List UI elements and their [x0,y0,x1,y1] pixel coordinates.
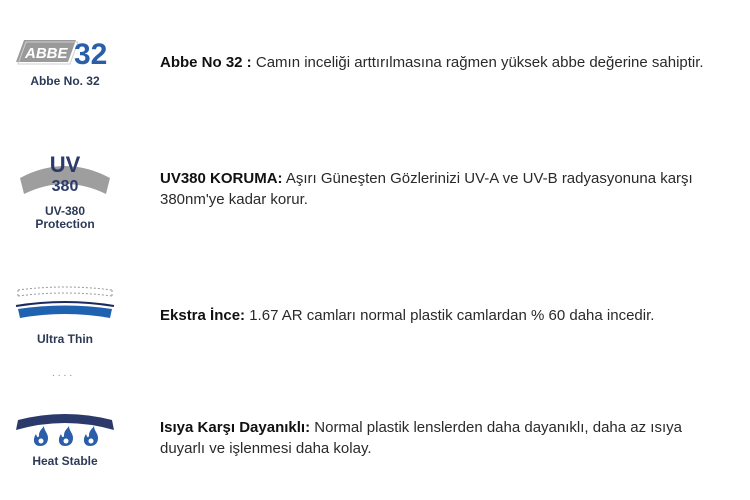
uv-caption-line2: Protection [35,217,95,231]
abbe-text [160,52,720,73]
abbe-badge [10,30,120,90]
abbe-icon [10,30,120,72]
heat-stable-description: Normal plastik lenslerden daha dayanıklı, daha az ısıya duyarlı ve işlenmesi daha kolay. [160,419,682,457]
ultra-thin-text [160,305,720,326]
uv-title: UV380 KORUMA: [160,170,283,187]
heat-stable-title: Isıya Karşı Dayanıklı: [160,419,311,436]
abbe-icon-number: 32 [74,38,108,71]
flame-icon [84,426,98,446]
ultra-thin-caption: Ultra Thin [37,332,93,346]
separator-dots: .... [52,368,76,379]
uv-protection-icon [10,148,120,200]
heat-stable-caption: Heat Stable [32,454,98,468]
abbe-title: Abbe No 32 : [160,54,252,71]
heat-stable-icon [10,400,120,448]
uv-badge [10,148,120,232]
uv-description: Aşırı Güneşten Gözlerinizi UV-A ve UV-B radyasyonuna karşı 380nm'ye kadar korur. [160,170,693,208]
abbe-icon-text: ABBE [25,45,68,62]
ultra-thin-title: Ekstra İnce: [160,307,246,324]
flame-icon [34,426,48,446]
heat-stable-text [160,417,720,459]
heat-stable-badge [10,400,120,466]
abbe-caption: Abbe No. 32 [30,74,100,88]
abbe-description: Camın inceliği arttırılmasına rağmen yüksek abbe değerine sahiptir. [255,54,704,71]
ultra-thin-badge [10,282,120,346]
uv-text [160,168,720,210]
ultra-thin-description: 1.67 AR camları normal plastik camlardan % 60 daha incedir. [249,307,655,324]
flame-icon [59,426,73,446]
ultra-thin-lens-icon [10,282,120,326]
uv-icon-text: UV [49,152,81,177]
uv-icon-number: 380 [51,178,79,195]
uv-caption-line1: UV-380 [44,204,86,218]
